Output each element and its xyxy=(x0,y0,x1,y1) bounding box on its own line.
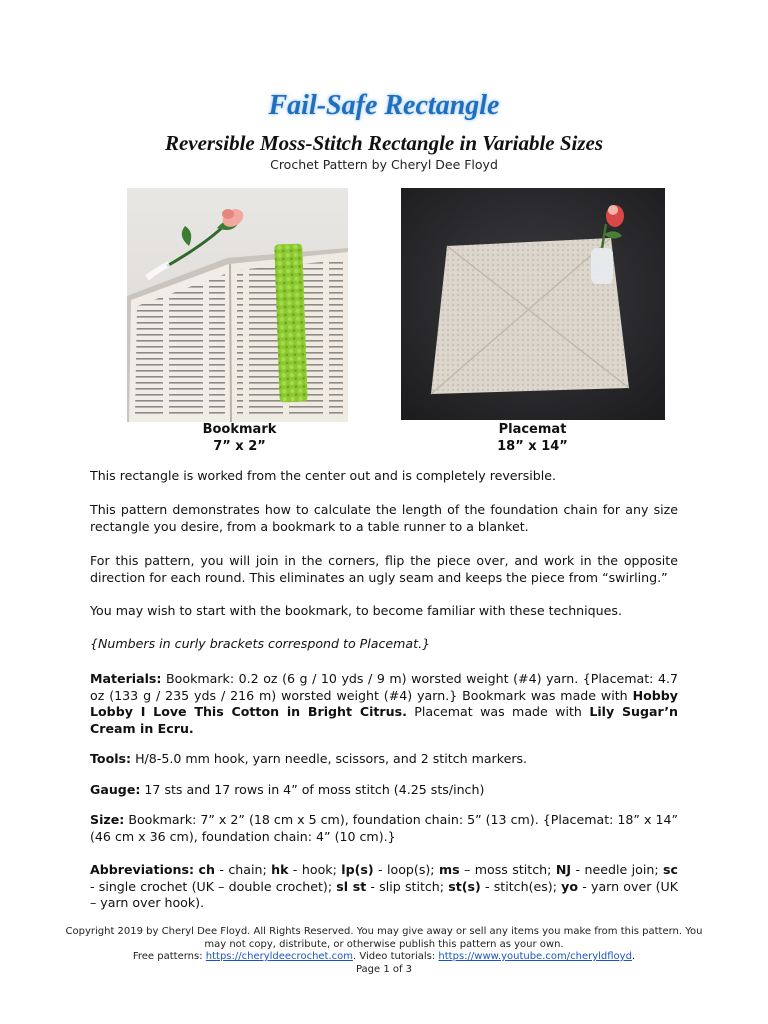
size-label: Size: xyxy=(90,812,125,827)
abbr-hk: hk xyxy=(271,862,289,877)
free-patterns-label: Free patterns: xyxy=(132,951,206,962)
placemat-caption xyxy=(460,421,605,455)
copyright-notice: Copyright 2019 by Cheryl Dee Floyd. All Rights Reserved. You may give away or sell any items you make from this pattern. You may not copy, distribute, or otherwise publish this pattern as your own. xyxy=(65,926,703,950)
page-number: Page 1 of 3 xyxy=(355,963,413,975)
page-footer xyxy=(60,926,708,976)
materials-section xyxy=(90,671,678,737)
size-text: Bookmark: 7” x 2” (18 cm x 5 cm), foundation chain: 5” (13 cm). {Placemat: 18” x 14” (46 cm x 36 cm), foundation chain: 4” (10 cm).} xyxy=(90,812,678,844)
footer-links xyxy=(60,951,708,964)
abbr-slst-def: - slip stitch; xyxy=(366,878,449,894)
abbr-yo-def: - yarn over (UK – yarn over hook). xyxy=(90,878,678,910)
abbr-ch-def: - chain; xyxy=(214,862,272,877)
placemat-note xyxy=(90,636,678,653)
abbr-hk-def: - hook; xyxy=(288,862,342,877)
abbr-slst: sl st xyxy=(336,878,367,894)
gauge-text: 17 sts and 17 rows in 4” of moss stitch (4.25 sts/inch) xyxy=(140,782,485,797)
abbr-ms-def: – moss stitch; xyxy=(459,862,556,877)
intro-paragraph-4: You may wish to start with the bookmark, to become familiar with these techniques. xyxy=(90,603,622,618)
byline: Crochet Pattern by Cheryl Dee Floyd xyxy=(270,157,498,172)
intro-paragraph-3: For this pattern, you will join in the corners, flip the piece over, and work in the opposite direction for each round. This eliminates an ugly seam and keeps the piece from “swirling.” xyxy=(90,553,678,585)
bookmark-caption xyxy=(167,421,312,455)
placemat-caption-name: Placemat xyxy=(498,422,567,437)
abbr-yo: yo xyxy=(561,878,579,894)
tools-label: Tools: xyxy=(90,751,132,766)
abbr-nj-def: - needle join; xyxy=(571,862,664,877)
tools-section xyxy=(90,751,678,768)
tools-text: H/8-5.0 mm hook, yarn needle, scissors, and 2 stitch markers. xyxy=(131,751,528,766)
materials-text-1: Bookmark: 0.2 oz (6 g / 10 yds / 9 m) worsted weight (#4) yarn. {Placemat: 4.7 oz (133 g / 235 yds / 216 m) worsted weight (#4) yarn.} Bookmark was made with xyxy=(90,671,678,703)
bookmark-photo xyxy=(127,188,348,422)
placemat-note-text: {Numbers in curly brackets correspond to Placemat.} xyxy=(90,636,431,651)
abbr-sts: st(s) xyxy=(448,878,481,894)
video-tutorials-link[interactable]: https://www.youtube.com/cheryldfloyd xyxy=(438,951,632,962)
placemat-caption-size: 18” x 14” xyxy=(497,439,568,454)
abbreviations-label: Abbreviations: xyxy=(90,862,195,877)
abbr-ch: ch xyxy=(198,862,215,877)
abbr-ms: ms xyxy=(438,862,460,877)
materials-label: Materials: xyxy=(90,671,162,686)
footer-links-end: . xyxy=(631,951,636,962)
abbr-sts-def: - stitch(es); xyxy=(480,878,562,894)
materials-yarn-1: Hobby Lobby I Love This Cotton in Bright Citrus. xyxy=(90,687,678,719)
abbr-lp-def: - loop(s); xyxy=(373,862,439,877)
gauge-section xyxy=(90,782,678,799)
materials-text-2: Placemat was made with xyxy=(406,704,590,719)
bookmark-caption-size: 7” x 2” xyxy=(213,439,266,454)
abbr-lp: lp(s) xyxy=(341,862,374,877)
placemat-photo xyxy=(401,188,665,420)
bookmark-caption-name: Bookmark xyxy=(202,422,277,437)
intro-paragraph-2: This pattern demonstrates how to calculate the length of the foundation chain for any size rectangle you desire, from a bookmark to a table runner to a blanket. xyxy=(90,502,678,534)
video-tutorials-label: . Video tutorials: xyxy=(353,951,439,962)
free-patterns-link[interactable]: https://cheryldeecrochet.com xyxy=(205,951,354,962)
abbr-sc: sc xyxy=(663,862,678,877)
materials-yarn-2: Lily Sugar’n Cream in Ecru. xyxy=(90,704,679,736)
abbreviations-section xyxy=(90,862,678,912)
gauge-label: Gauge: xyxy=(90,782,141,797)
pattern-title: Fail-Safe Rectangle xyxy=(268,90,500,121)
pattern-subtitle: Reversible Moss-Stitch Rectangle in Variable Sizes xyxy=(164,131,604,155)
intro-paragraph-1: This rectangle is worked from the center out and is completely reversible. xyxy=(90,468,557,483)
size-section xyxy=(90,812,678,845)
abbr-nj: NJ xyxy=(555,862,572,877)
abbr-sc-def: - single crochet (UK – double crochet); xyxy=(90,878,337,894)
